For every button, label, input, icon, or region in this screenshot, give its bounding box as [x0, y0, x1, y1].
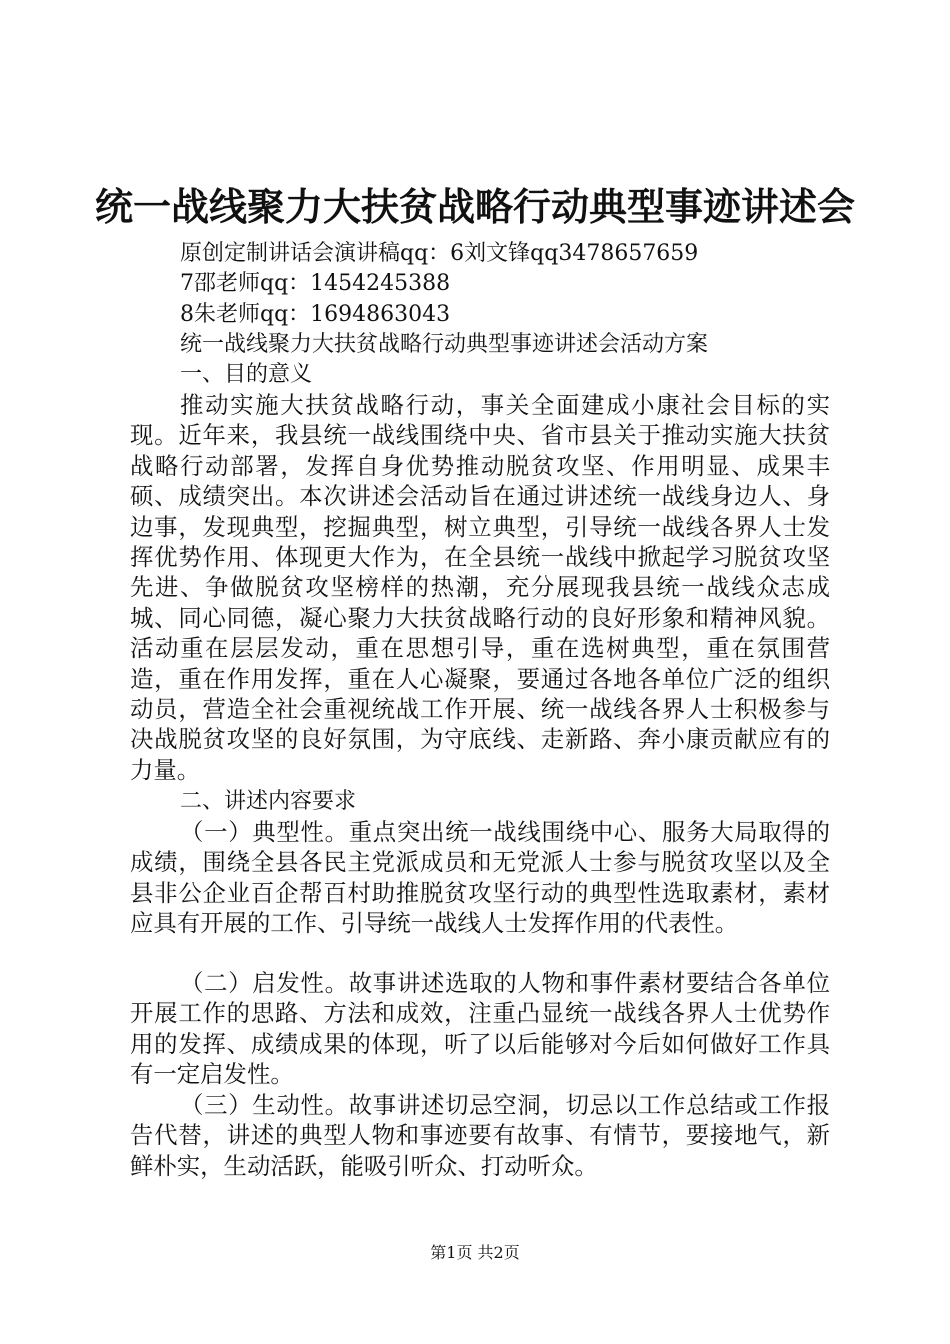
page-number-footer: 第1页 共2页	[430, 1243, 520, 1262]
document-subtitle: 统一战线聚力大扶贫战略行动典型事迹讲述会活动方案	[180, 332, 709, 357]
section-heading-purpose: 一、目的意义	[180, 362, 313, 387]
paragraph-inspiration: （二）启发性。故事讲述选取的人物和事件素材要结合各单位开展工作的思路、方法和成效，注重凸显统一战线各界人士优势作用的发挥、成绩成果的体现，听了以后能够对今后如何做好工作具有一定启发性。	[130, 969, 830, 1089]
section-heading-requirements: 二、讲述内容要求	[180, 789, 357, 814]
paragraph-vividness: （三）生动性。故事讲述切忌空洞，切忌以工作总结或工作报告代替，讲述的典型人物和事迹要有故事、有情节，要接地气，新鲜朴实，生动活跃，能吸引听众、打动听众。	[130, 1091, 830, 1180]
contact-line-2: 7邵老师qq：1454245388	[180, 271, 451, 296]
paragraph-typicality: （一）典型性。重点突出统一战线围绕中心、服务大局取得的成绩，围绕全县各民主党派成员和无党派人士参与脱贫攻坚以及全县非公企业百企帮百村助推脱贫攻坚行动的典型性选取素材，素材应具有开展的工作、引导统一战线人士发挥作用的代表性。	[130, 818, 830, 938]
document-title: 统一战线聚力大扶贫战略行动典型事迹讲述会	[94, 184, 855, 229]
contact-line-3: 8朱老师qq：1694863043	[180, 302, 451, 327]
contact-line-1: 原创定制讲话会演讲稿qq：6刘文锋qq3478657659	[180, 241, 699, 266]
paragraph-purpose: 推动实施大扶贫战略行动，事关全面建成小康社会目标的实现。近年来，我县统一战线围绕中央、省市县关于推动实施大扶贫战略行动部署，发挥自身优势推动脱贫攻坚、作用明显、成果丰硕、成绩突出。本次讲述会活动旨在通过讲述统一战线身边人、身边事，发现典型，挖掘典型，树立典型，引导统一战线各界人士发挥优势作用、体现更大作为，在全县统一战线中掀起学习脱贫攻坚先进、争做脱贫攻坚榜样的热潮，充分展现我县统一战线众志成城、同心同德，凝心聚力大扶贫战略行动的良好形象和精神风貌。活动重在层层发动，重在思想引导，重在选树典型，重在氛围营造，重在作用发挥，重在人心凝聚，要通过各地各单位广泛的组织动员，营造全社会重视统战工作开展、统一战线各界人士积极参与决战脱贫攻坚的良好氛围，为守底线、走新路、奔小康贡献应有的力量。	[130, 391, 830, 784]
